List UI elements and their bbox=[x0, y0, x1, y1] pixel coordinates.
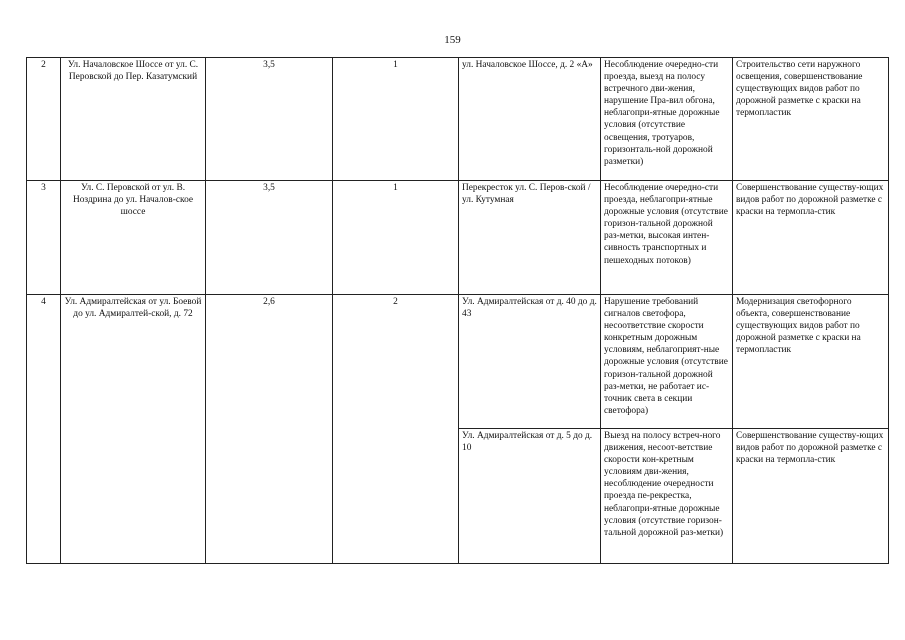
value-cell: 3,5 bbox=[206, 181, 333, 295]
cause-cell: Несоблюдение очередно-сти проезда, выезд на полосу встречного дви-жения, нарушение Пра-вил обгона, неблагопри-ятные дорожные условия (отсутствие освещения, тротуаров, горизонталь-ной дорожной разметки) bbox=[601, 58, 733, 181]
table-row bbox=[27, 295, 889, 429]
table-row bbox=[27, 181, 889, 295]
street-section: Ул. Началовское Шоссе от ул. С. Перовской до Пер. Казатумский bbox=[61, 58, 206, 181]
count-cell: 1 bbox=[333, 58, 459, 181]
location-cell: Ул. Адмиралтейская от д. 5 до д. 10 bbox=[459, 429, 601, 564]
count-cell: 2 bbox=[333, 295, 459, 564]
cause-cell: Нарушение требований сигналов светофора, несоответствие скорости конкретным дорожным условиям, неблагоприят-ные дорожные условия (отсутствие горизон-тальной дорожной раз-метки, не работает ис-точник света в секции светофора) bbox=[601, 295, 733, 429]
row-number: 4 bbox=[27, 295, 61, 564]
action-cell: Совершенствование существу-ющих видов работ по дорожной разметке с краски на термопла-стик bbox=[733, 181, 889, 295]
street-section: Ул. Адмиралтейская от ул. Боевой до ул. Адмиралтей-ской, д. 72 bbox=[61, 295, 206, 564]
accident-sites-table bbox=[26, 57, 889, 564]
table-row bbox=[27, 58, 889, 181]
action-cell: Совершенствование существу-ющих видов работ по дорожной разметке с краски на термопла-стик bbox=[733, 429, 889, 564]
location-cell: Перекресток ул. С. Перов-ской / ул. Кутумная bbox=[459, 181, 601, 295]
page-number: 159 bbox=[444, 34, 461, 46]
row-number: 3 bbox=[27, 181, 61, 295]
cause-cell: Несоблюдение очередно-сти проезда, неблагопри-ятные дорожные условия (отсутствие горизон-тальной дорожной раз-метки, высокая интен-сивность транспортных и пешеходных потоков) bbox=[601, 181, 733, 295]
location-cell: Ул. Адмиралтейская от д. 40 до д. 43 bbox=[459, 295, 601, 429]
location-cell: ул. Началовское Шоссе, д. 2 «А» bbox=[459, 58, 601, 181]
value-cell: 2,6 bbox=[206, 295, 333, 564]
row-number: 2 bbox=[27, 58, 61, 181]
cause-cell: Выезд на полосу встреч-ного движения, несоот-ветствие скорости кон-кретным условиям дви-жения, несоблюдение очередности проезда пе-рекрестка, неблагопри-ятные дорожные условия (отсутствие горизон-тальной дорожной раз-метки) bbox=[601, 429, 733, 564]
street-section: Ул. С. Перовской от ул. В. Ноздрина до ул. Началов-ское шоссе bbox=[61, 181, 206, 295]
count-cell: 1 bbox=[333, 181, 459, 295]
action-cell: Модернизация светофорного объекта, совершенствование существующих видов работ по дорожной разметке с краски на термопластик bbox=[733, 295, 889, 429]
value-cell: 3,5 bbox=[206, 58, 333, 181]
action-cell: Строительство сети наружного освещения, совершенствование существующих видов работ по дорожной разметке с краски на термопластик bbox=[733, 58, 889, 181]
